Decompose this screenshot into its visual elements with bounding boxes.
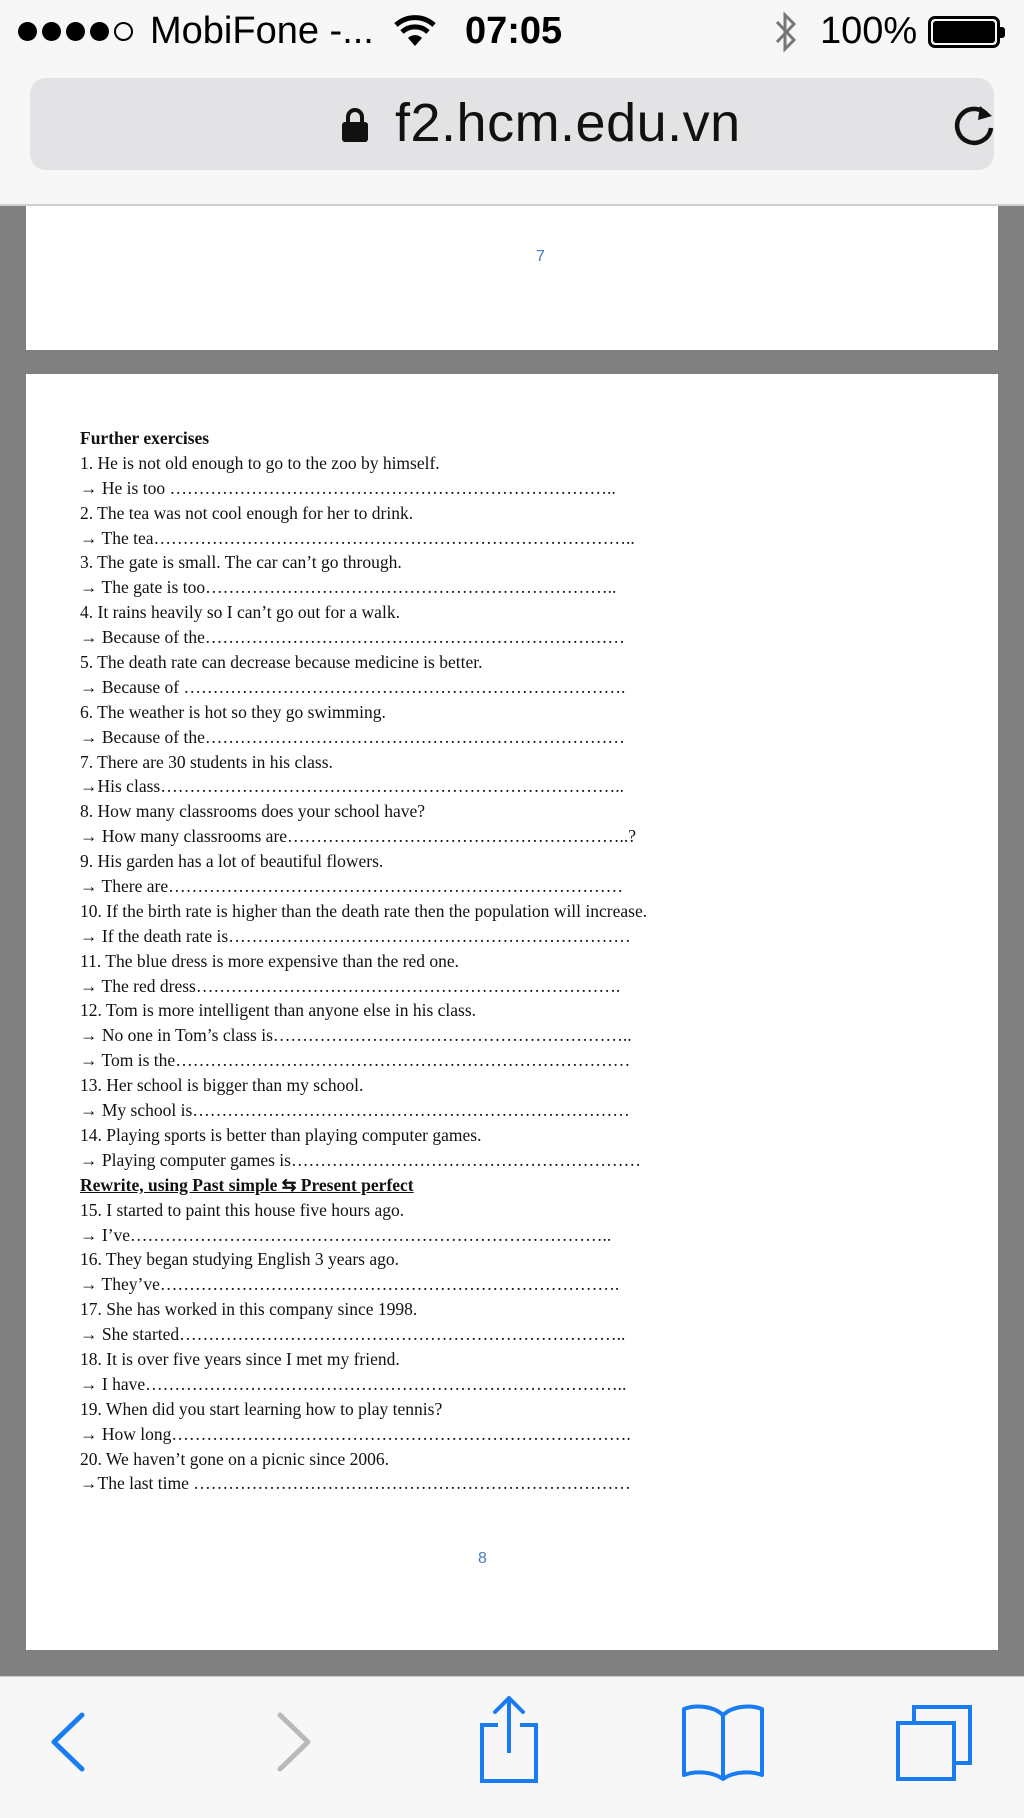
exercise-question: 16. They began studying English 3 years ago. [80,1249,399,1270]
exercise-question: 1. He is not old enough to go to the zoo by himself. [80,452,440,473]
section-heading: Further exercises [80,428,210,448]
exercise-question: 12. Tom is more intelligent than anyone else in his class. [80,1000,477,1021]
answer-line: → If the death rate is…………………………………………………………… [80,925,631,946]
answer-line: → Because of the……………………………………………………………… [80,726,625,747]
exercise-question: 5. The death rate can decrease because medicine is better. [80,652,483,673]
back-button[interactable] [46,1707,90,1782]
answer-line: → Tom is the…………………………………………………………………… [80,1050,631,1071]
exercise-question: 11. The blue dress is more expensive than the red one. [80,950,460,971]
exercise-text [80,426,780,1496]
exercise-question: 14. Playing sports is better than playing computer games. [80,1124,482,1145]
answer-line: → She started………………………………………………………………….. [80,1324,626,1345]
tabs-button[interactable] [894,1703,974,1788]
exercise-question: 10. If the birth rate is higher than the death rate then the population will increase. [80,900,648,921]
bookmarks-icon [680,1701,766,1781]
answer-line: → I’ve……………………………………………………………………….. [80,1224,612,1245]
answer-line: → How long……………………………………………………………………. [80,1423,631,1444]
share-icon [474,1695,544,1785]
pdf-page-8 [26,374,998,1650]
answer-line: →His class…………………………………………………………………….. [80,776,624,797]
exercise-question: 15. I started to paint this house five hours ago. [80,1199,405,1220]
exercise-question: 18. It is over five years since I met my friend. [80,1348,400,1369]
wifi-icon [393,14,437,58]
reload-icon [950,98,1000,150]
back-chevron-icon [46,1707,90,1777]
lock-icon [340,106,370,149]
battery-icon [928,16,1000,48]
forward-button[interactable] [272,1707,316,1782]
exercise-question: 7. There are 30 students in his class. [80,751,333,772]
page-number: 8 [478,1550,487,1567]
answer-line: →The last time ………………………………………………………………… [80,1473,631,1494]
share-button[interactable] [474,1695,544,1790]
bookmarks-button[interactable] [680,1701,766,1786]
answer-line: → No one in Tom’s class is…………………………………………………….. [80,1025,632,1046]
reload-button[interactable] [950,98,1000,155]
answer-line: → They’ve……………………………………………………………………. [80,1274,620,1295]
section-heading-underlined: Rewrite, using Past simple ⇆ Present perfect [80,1174,414,1195]
answer-line: → The gate is too…………………………………………………………….. [80,577,617,598]
answer-line: → He is too ………………………………………………………………….. [80,477,616,498]
tabs-icon [894,1703,974,1783]
answer-line: → The red dress………………………………………………………………. [80,975,621,996]
answer-line: → Playing computer games is…………………………………………………… [80,1149,641,1170]
answer-line: → How many classrooms are…………………………………………………..? [80,826,637,847]
carrier-info [18,10,374,53]
exercise-question: 2. The tea was not cool enough for her to drink. [80,502,414,523]
exercise-question: 17. She has worked in this company since 1998. [80,1299,418,1320]
exercise-question: 9. His garden has a lot of beautiful flowers. [80,851,384,872]
pdf-page-7 [26,206,998,350]
url-text[interactable]: f2.hcm.edu.vn [395,93,741,153]
clock: 07:05 [465,10,563,52]
page-number: 7 [536,248,545,265]
exercise-question: 4. It rains heavily so I can’t go out for a walk. [80,602,400,623]
forward-chevron-icon [272,1707,316,1777]
answer-line: → Because of …………………………………………………………………. [80,676,626,697]
answer-line: → I have……………………………………………………………………….. [80,1373,627,1394]
exercise-question: 3. The gate is small. The car can’t go through. [80,552,402,573]
exercise-question: 13. Her school is bigger than my school. [80,1075,364,1096]
exercise-question: 8. How many classrooms does your school have? [80,801,426,822]
answer-line: → Because of the……………………………………………………………… [80,627,625,648]
carrier-name: MobiFone -... [150,10,374,52]
exercise-question: 6. The weather is hot so they go swimming. [80,701,386,722]
answer-line: → My school is………………………………………………………………… [80,1100,630,1121]
exercise-question: 19. When did you start learning how to play tennis? [80,1398,443,1419]
address-bar[interactable] [30,78,994,170]
answer-line: → There are…………………………………………………………………… [80,876,624,897]
signal-strength-icon [18,22,138,41]
browser-toolbar [0,1676,1024,1818]
exercise-question: 20. We haven’t gone on a picnic since 2006. [80,1448,389,1469]
bluetooth-icon [772,10,800,64]
battery-percentage: 100% [820,10,918,52]
answer-line: → The tea……………………………………………………………………….. [80,527,635,548]
status-bar [0,0,1024,66]
pdf-viewer[interactable] [0,206,1024,1676]
